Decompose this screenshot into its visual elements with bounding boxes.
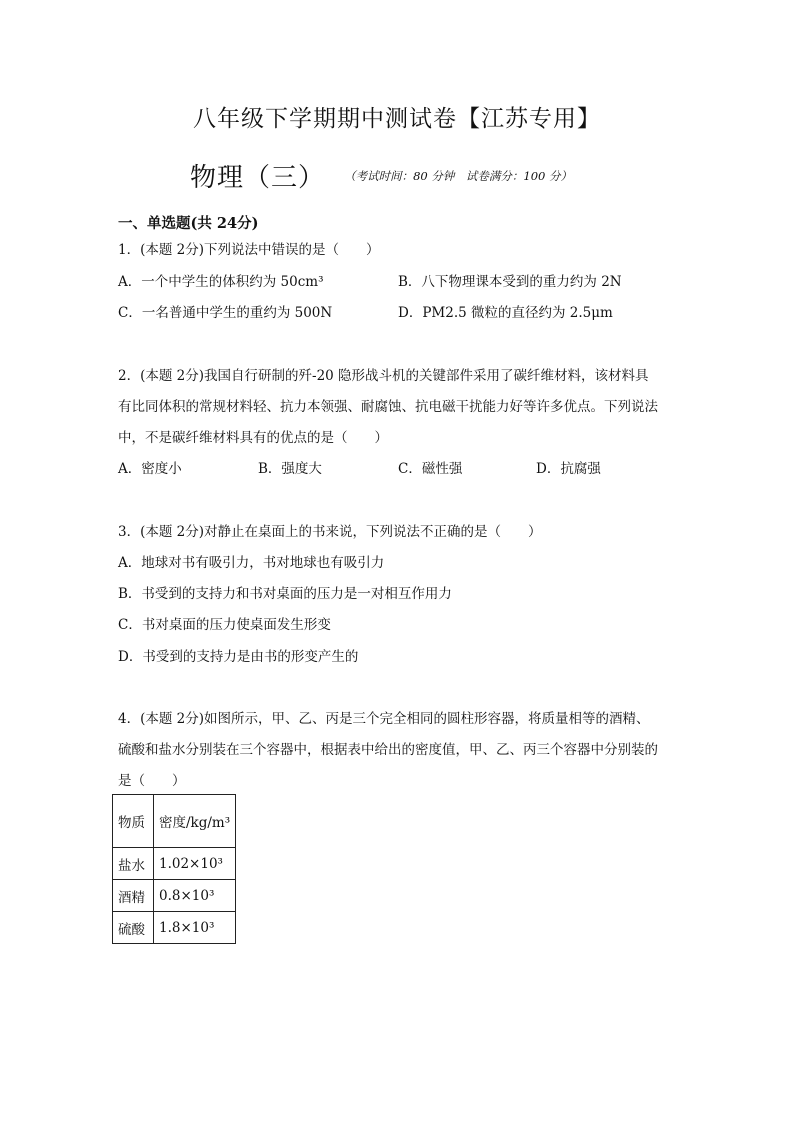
- subject-title: 物理（三）: [190, 163, 326, 193]
- q2-option-c: C．磁性强: [398, 461, 463, 477]
- q1-stem: 1．(本题 2分)下列说法中错误的是（ ）: [118, 242, 380, 258]
- q3-option-c: C．书对桌面的压力使桌面发生形变: [118, 617, 331, 633]
- q4-stem-line3: 是（ ）: [118, 773, 186, 789]
- q1-option-b: B．八下物理课本受到的重力约为 2N: [398, 274, 622, 290]
- table-cell-substance: 酒精: [113, 880, 154, 912]
- table-row: [113, 880, 236, 912]
- q2-option-b: B．强度大: [258, 461, 322, 477]
- q3-stem: 3．(本题 2分)对静止在桌面上的书来说，下列说法不正确的是（ ）: [118, 524, 542, 540]
- density-table: [112, 794, 236, 944]
- page-title: 八年级下学期期中测试卷【江苏专用】: [193, 106, 601, 132]
- q3-option-d: D．书受到的支持力是由书的形变产生的: [118, 649, 359, 665]
- q2-option-d: D．抗腐强: [536, 461, 601, 477]
- q1-option-c: C．一名普通中学生的重约为 500N: [118, 305, 333, 321]
- table-cell-density: 0.8×10³: [154, 880, 236, 912]
- exam-info: （考试时间：80 分钟 试卷满分：100 分）: [344, 168, 573, 183]
- table-header-cell: 密度/kg/m³: [154, 795, 236, 848]
- q3-option-a: A．地球对书有吸引力，书对地球也有吸引力: [118, 555, 385, 571]
- q2-stem-line1: 2．(本题 2分)我国自行研制的歼-20 隐形战斗机的关键部件采用了碳纤维材料，该材料具: [118, 368, 649, 384]
- table-cell-substance: 盐水: [113, 848, 154, 880]
- q2-stem-line2: 有比同体积的常规材料轻、抗力本领强、耐腐蚀、抗电磁干扰能力好等许多优点。下列说法: [118, 399, 658, 415]
- q4-stem-line2: 硫酸和盐水分别装在三个容器中，根据表中给出的密度值，甲、乙、丙三个容器中分别装的: [118, 742, 658, 758]
- table-header-row: [113, 795, 236, 848]
- q4-stem-line1: 4．(本题 2分)如图所示，甲、乙、丙是三个完全相同的圆柱形容器，将质量相等的酒精、: [118, 711, 650, 727]
- table-row: [113, 848, 236, 880]
- section-heading-single-choice: 一、单选题(共 24分): [118, 215, 259, 232]
- table-cell-density: 1.8×10³: [154, 912, 236, 944]
- table-row: [113, 912, 236, 944]
- table-cell-substance: 硫酸: [113, 912, 154, 944]
- table-cell-density: 1.02×10³: [154, 848, 236, 880]
- subtitle-row: [190, 157, 572, 194]
- q2-option-a: A．密度小: [118, 461, 182, 477]
- q1-option-a: A．一个中学生的体积约为 50cm³: [118, 274, 324, 290]
- q1-option-d: D．PM2.5 微粒的直径约为 2.5μm: [398, 305, 613, 321]
- table-header-cell: 物质: [113, 795, 154, 848]
- q2-stem-line3: 中，不是碳纤维材料具有的优点的是（ ）: [118, 430, 388, 446]
- q3-option-b: B．书受到的支持力和书对桌面的压力是一对相互作用力: [118, 586, 452, 602]
